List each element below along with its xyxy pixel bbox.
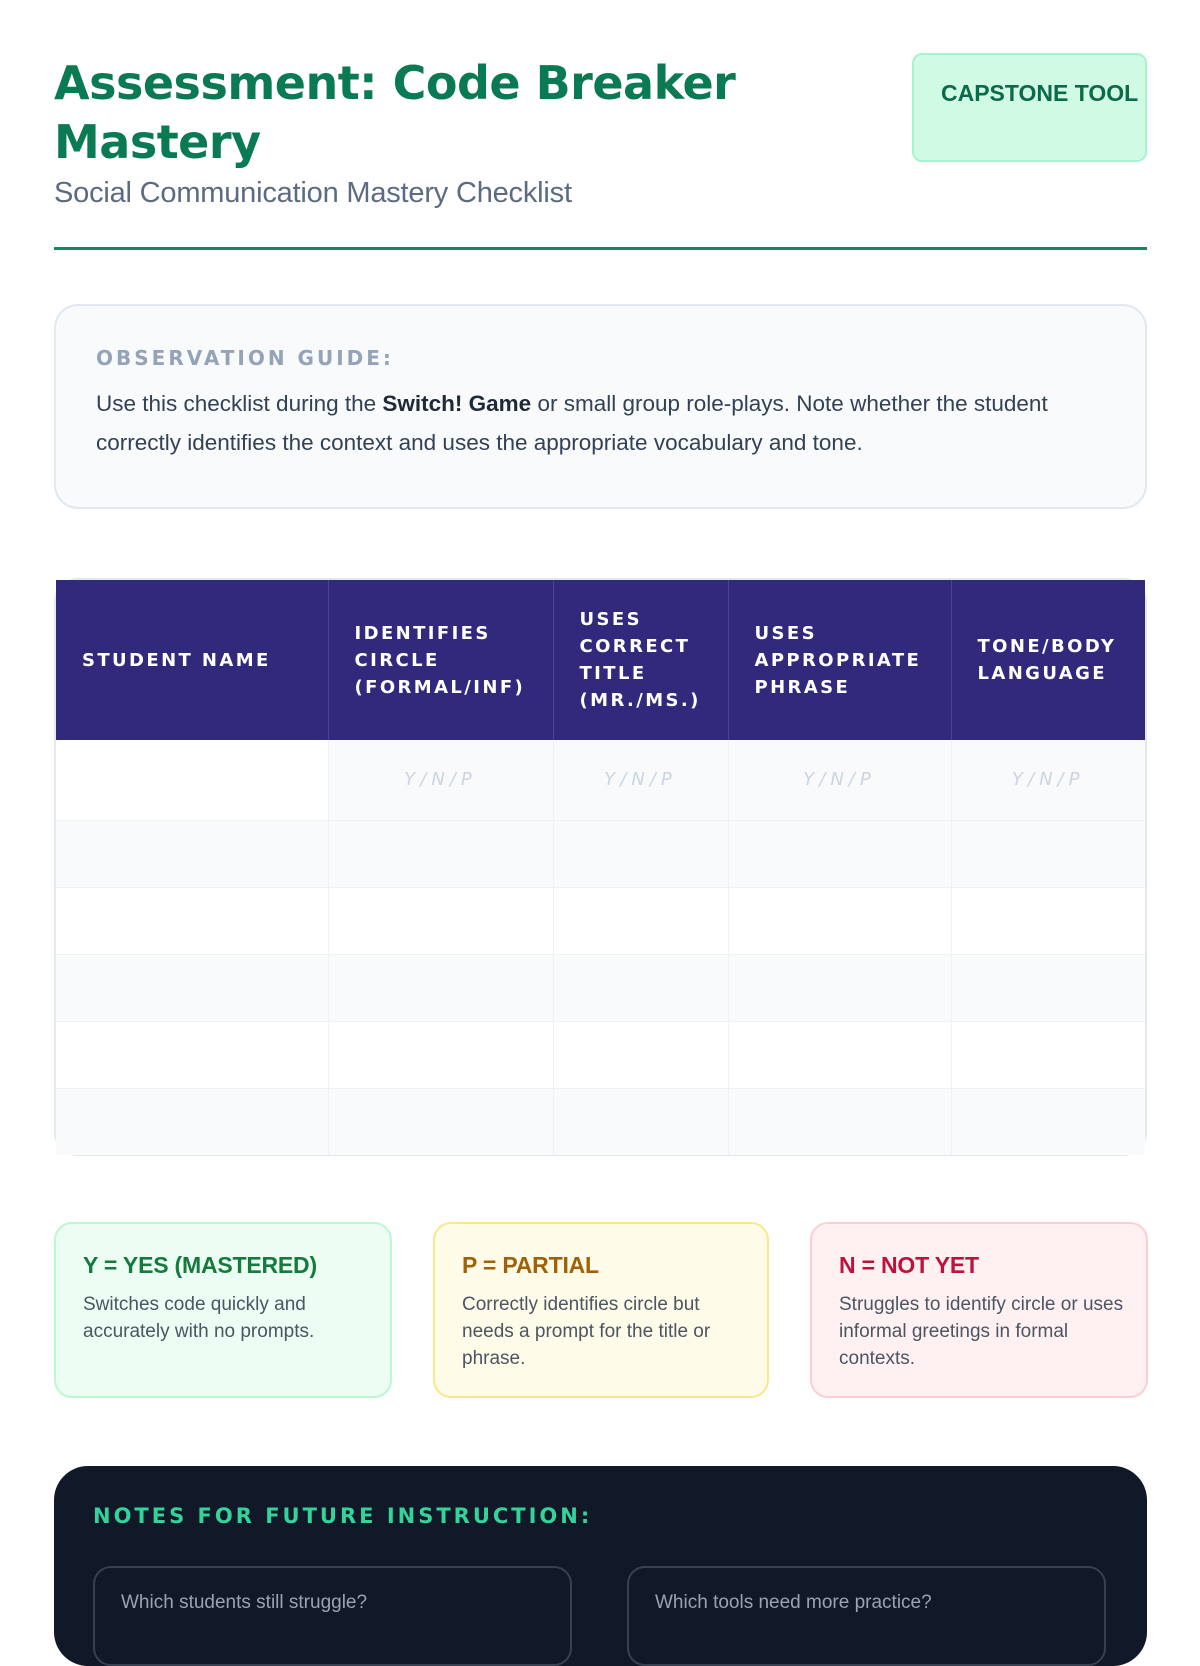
score-cell[interactable] <box>328 1088 553 1155</box>
table-row <box>56 954 1145 1021</box>
notes-section <box>54 1466 1147 1666</box>
page-title: Assessment: Code Breaker Mastery <box>54 56 736 169</box>
student-name-cell[interactable] <box>56 954 328 1021</box>
legend-partial-title: P = PARTIAL <box>462 1252 599 1278</box>
score-cell[interactable] <box>728 820 951 887</box>
score-cell[interactable] <box>328 820 553 887</box>
score-cell[interactable] <box>553 887 728 954</box>
header-tone-body-language: TONE/BODY LANGUAGE <box>951 580 1145 740</box>
legend-not-yet-title: N = NOT YET <box>839 1252 979 1278</box>
table-row <box>56 887 1145 954</box>
notes-label: NOTES FOR FUTURE INSTRUCTION: <box>93 1504 593 1528</box>
score-cell[interactable] <box>553 820 728 887</box>
score-cell[interactable] <box>951 820 1145 887</box>
notes-box-struggling-students[interactable]: Which students still struggle? <box>93 1566 572 1666</box>
score-cell[interactable] <box>328 954 553 1021</box>
score-cell[interactable]: Y/N/P <box>728 740 951 820</box>
score-cell[interactable] <box>951 1088 1145 1155</box>
score-cell[interactable] <box>328 1021 553 1088</box>
table-row <box>56 1021 1145 1088</box>
page-header <box>54 52 1147 250</box>
header-student-name: STUDENT NAME <box>56 580 328 740</box>
score-cell[interactable] <box>951 1021 1145 1088</box>
header-uses-appropriate-phrase: USES APPROPRIATE PHRASE <box>728 580 951 740</box>
notes-box-tools-practice[interactable]: Which tools need more practice? <box>627 1566 1106 1666</box>
capstone-badge: CAPSTONE TOOL <box>912 53 1147 162</box>
score-cell[interactable] <box>728 954 951 1021</box>
legend-partial-desc: Correctly identifies circle but needs a prompt for the title or phrase. <box>462 1294 711 1369</box>
score-cell[interactable] <box>328 887 553 954</box>
legend-partial <box>433 1222 769 1398</box>
guide-label: OBSERVATION GUIDE: <box>96 346 394 370</box>
page-subtitle: Social Communication Mastery Checklist <box>54 177 572 209</box>
score-cell[interactable] <box>553 954 728 1021</box>
student-name-cell[interactable] <box>56 887 328 954</box>
assessment-table <box>54 578 1147 1156</box>
table-row <box>56 820 1145 887</box>
header-uses-correct-title: USES CORRECT TITLE (MR./MS.) <box>553 580 728 740</box>
score-cell[interactable] <box>553 1088 728 1155</box>
score-cell[interactable]: Y/N/P <box>951 740 1145 820</box>
score-cell[interactable] <box>728 1088 951 1155</box>
student-name-cell[interactable] <box>56 1088 328 1155</box>
table-header-row <box>56 580 1145 740</box>
score-cell[interactable] <box>728 887 951 954</box>
score-cell[interactable] <box>728 1021 951 1088</box>
header-identifies-circle: IDENTIFIES CIRCLE (FORMAL/INF) <box>328 580 553 740</box>
legend-not-yet-desc: Struggles to identify circle or uses informal greetings in formal contexts. <box>839 1294 1124 1369</box>
guide-game-name: Switch! Game <box>382 391 532 416</box>
score-cell[interactable]: Y/N/P <box>328 740 553 820</box>
guide-text <box>96 384 1105 462</box>
table-row <box>56 740 1145 820</box>
student-name-cell[interactable] <box>56 820 328 887</box>
score-cell[interactable]: Y/N/P <box>553 740 728 820</box>
legend-yes-desc: Switches code quickly and accurately with no prompts. <box>83 1294 315 1342</box>
score-cell[interactable] <box>951 954 1145 1021</box>
legend-not-yet <box>810 1222 1148 1398</box>
guide-text-end: or small group role-plays. Note whether the student correctly identifies the context and uses the appropriate vocabulary and tone. <box>96 391 1048 455</box>
legend-yes-title: Y = YES (MASTERED) <box>83 1252 317 1278</box>
legend-yes <box>54 1222 392 1398</box>
score-cell[interactable] <box>553 1021 728 1088</box>
student-name-cell[interactable] <box>56 1021 328 1088</box>
table-row <box>56 1088 1145 1155</box>
score-cell[interactable] <box>951 887 1145 954</box>
guide-text-start: Use this checklist during the <box>96 391 383 416</box>
student-name-cell[interactable] <box>56 740 328 820</box>
observation-guide <box>54 304 1147 509</box>
